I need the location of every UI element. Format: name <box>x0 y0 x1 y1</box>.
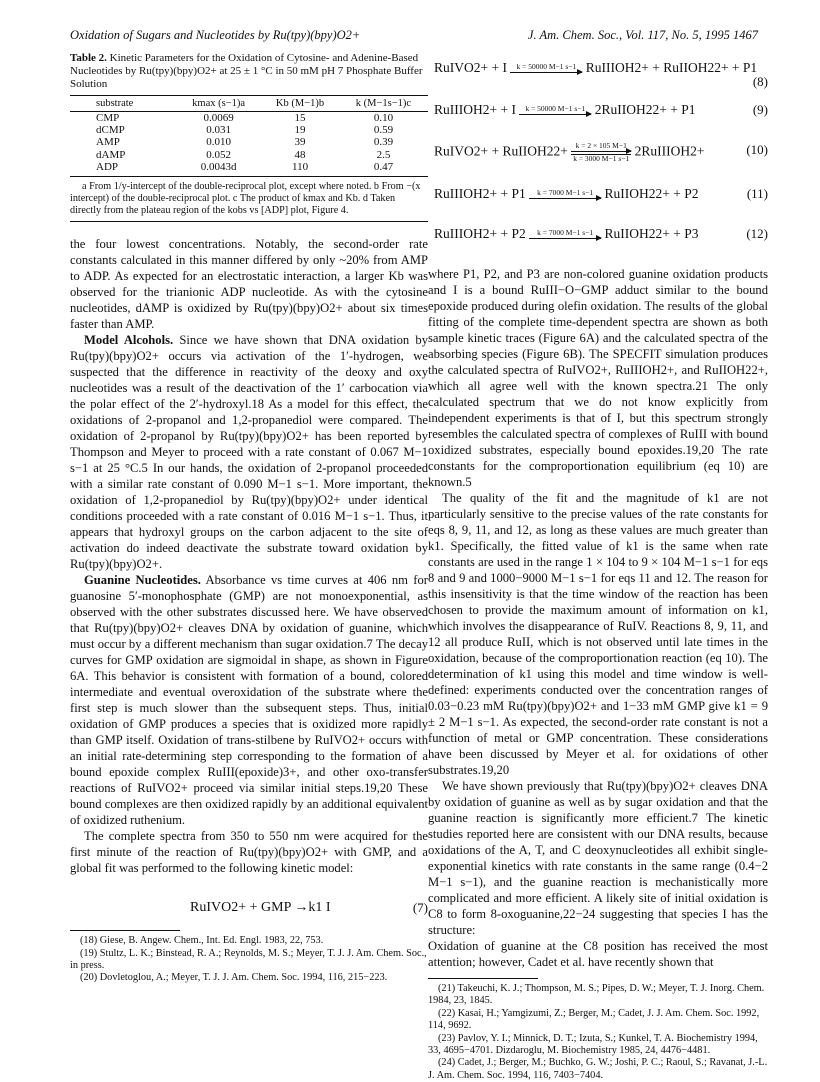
table-cell: 0.0069 <box>203 111 234 124</box>
paragraph-guanine-nucleotides <box>70 572 428 828</box>
equation-rhs: RuIIIOH2+ + RuIIOH22+ + P1 <box>585 60 758 75</box>
column-header: substrate <box>70 95 176 111</box>
paragraph: where P1, P2, and P3 are non-colored guanine oxidation products and I is a bound RuIII−O−GMP adduct similar to the bound epoxide produced during olefin oxidation. The results of the global fitting of the complete time-dependent spectra are shown as both sample kinetic traces (Figure 6A) and the calculated spectra of the absorbing species (Figure 6B). The SPECFIT simulation produces the calculated spectra of RuIVO2+, RuIIIOH2+, and RuIIOH22+, which all agree well with the known spectra.21 The only calculated spectrum that we do not know explicitly from independent experiments is that of I, but this spectrum strongly resembles the calculated spectra of complexes of RuIII with bound oxidized substrates, especially bound epoxides.19,20 The rate constants for the comproportionation equilibrium (eq 10) are known.5 <box>428 267 768 489</box>
table-cell: 0.031 <box>206 124 231 137</box>
column-header: k (M−1s−1)c <box>339 95 428 111</box>
references-divider <box>70 930 180 931</box>
equation-rhs: RuIIOH22+ + P2 <box>604 186 699 201</box>
table-cell: 0.052 <box>206 148 231 161</box>
table-caption-text: Kinetic Parameters for the Oxidation of Cytosine- and Adenine-Based Nucleotides by Ru(tpy)(bpy)O2+ at 25 ± 1 °C in 50 mM pH 7 Phosphate Buffer Solution <box>70 52 423 91</box>
equation-rhs: 2RuIIOH22+ + P1 <box>594 102 696 117</box>
equation-11 <box>428 178 768 210</box>
equation-lhs: RuIIIOH2+ + I <box>434 102 516 117</box>
reaction-arrow <box>510 63 582 74</box>
reference-item: (20) Dovletoglou, A.; Meyer, T. J. J. Am. Chem. Soc. 1994, 116, 215−223. <box>80 972 388 984</box>
table-cell: AMP <box>96 136 120 149</box>
table-cell: 15 <box>294 111 306 124</box>
paragraph: The complete spectra from 350 to 550 nm were acquired for the first minute of the reaction of Ru(tpy)(bpy)O2+ with GMP, and a global fit was performed to the following kinetic model: <box>70 829 428 876</box>
paragraph-text: Absorbance vs time curves at 406 nm for guanosine 5′-monophosphate (GMP) are not monoexponential, as observed with the other substrates discussed here. We have observed that Ru(tpy)(bpy)O2+ cleaves DNA by oxidation of guanine, which must occur by a different mechanism than sugar oxidation.7 The decay curves for GMP oxidation are sigmoidal in shape, as shown in Figure 6A. This behavior is consistent with formation of a bound, colored intermediate and eventual overoxidation of the substrate where the first step is much slower than the subsequent steps. Thus, initial oxidation of GMP produces a species that is oxidized more rapidly than GMP itself. Oxidation of trans-stilbene by RuIVO2+ occurs with an initial rate-determining step corresponding to the formation of a bound epoxide complex RuIII(epoxide)3+, and other oxo-transfer reactions of RuIVO2+ proceed via similar initial steps.19,20 These bound complexes are then oxidized rapidly by an additional equivalent of oxidized ruthenium. <box>70 573 428 828</box>
equation-number: (8) <box>752 74 768 89</box>
reverse-arrow-icon <box>571 154 631 155</box>
table-cell: ADP <box>70 161 176 176</box>
table-caption <box>70 52 428 92</box>
reaction-arrow <box>519 105 591 116</box>
table-row <box>70 136 428 148</box>
equation-12 <box>428 218 768 250</box>
section-run-in-head: Guanine Nucleotides. <box>84 573 201 588</box>
table-cell: 0.39 <box>373 136 394 149</box>
equation-rhs: 2RuIIIOH2+ <box>634 143 705 159</box>
column-header: Kb (M−1)b <box>261 95 339 111</box>
equation-9 <box>428 94 768 126</box>
references-divider <box>428 978 538 979</box>
table-cell: 0.59 <box>373 124 394 137</box>
table-cell: 2.5 <box>376 148 391 161</box>
table-cell: 39 <box>294 136 306 149</box>
equation-number: (11) <box>746 186 768 201</box>
paragraph-text: Since we have shown that DNA oxidation by Ru(tpy)(bpy)O2+ occurs via activation of the 1′-hydrogen, we suspected that the difference in reactivity of the deoxy and oxy nucleotides was a result of the deactivation of the 1′ carbocation via the polar effect of the 2′-hydroxyl.18 As a model for this effect, the oxidations of 2-propanol and 1,2-propanediol were compared. The oxidation of 2-propanol by Ru(tpy)(bpy)O2+ has been reported by Thompson and Meyer to proceed with a rate constant of 0.067 M−1 s−1 at 25 °C.5 In our hands, the oxidation of 2-propanol proceeded with a similar rate constant of 0.090 M−1 s−1. More important, the oxidation of 1,2-propanediol by Ru(tpy)(bpy)O2+ under identical conditions proceeded with a rate constant of 0.016 M−1 s−1. Thus, it appears that hydroxyl groups on the carbon adjacent to the site of activation do indeed deactivate the substrate toward oxidation by Ru(tpy)(bpy)O2+. <box>70 333 428 572</box>
paragraph: the four lowest concentrations. Notably, the second-order rate constants calculated in this manner differed by only ~20% from AMP to ADP. As expected for an electrostatic interaction, a larger Kb was observed for the trianionic ADP nucleotide. As with the cytosine nucleotides, dAMP is oxidized by Ru(tpy)(bpy)O2+ about six times faster than AMP. <box>70 237 428 332</box>
equation-number: (10) <box>746 142 768 157</box>
left-body-text <box>70 236 428 876</box>
column-header: kmax (s−1)a <box>176 95 261 111</box>
equation-7 <box>70 888 428 922</box>
reference-item: (23) Pavlov, Y. I.; Minnick, D. T.; Izuta, S.; Kunkel, T. A. Biochemistry 1994, 33, 4695−4701. Dizdaroglu, M. Biochemistry 1985, 24, 4476−4481. <box>428 1032 758 1057</box>
table-cell: 0.010 <box>206 136 231 149</box>
reference-item: (21) Takeuchi, K. J.; Thompson, M. S.; Pipes, D. W.; Meyer, T. J. Inorg. Chem. 1984, 23, 1845. <box>428 983 765 1007</box>
table-cell: 0.47 <box>339 161 428 176</box>
rate-constant-reverse: k = 3000 M−1 s−1 <box>573 154 630 163</box>
table-row <box>70 111 428 124</box>
running-header-journal: J. Am. Chem. Soc., Vol. 117, No. 5, 1995 1467 <box>527 28 758 42</box>
arrow-icon <box>519 114 591 115</box>
equation-lhs: RuIVO2+ + RuIIOH22+ <box>434 143 568 159</box>
equation-number: (12) <box>746 226 768 241</box>
equation-number: (7) <box>412 900 428 916</box>
reference-item: (19) Stultz, L. K.; Binstead, R. A.; Reynolds, M. S.; Meyer, T. J. J. Am. Chem. Soc., in press. <box>70 947 427 972</box>
reference-item: (24) Cadet, J.; Berger, M.; Buchko, G. W.; Joshi, P. C.; Raoul, S.; Ravanat, J.-L. J. Am. Chem. Soc. 1994, 116, 7403−7404. <box>428 1057 768 1081</box>
paragraph: We have shown previously that Ru(tpy)(bpy)O2+ cleaves DNA by oxidation of guanine as well as by sugar oxidation and that the guanine reaction is significantly more efficient.7 The kinetic studies reported here are consistent with our DNA results, because oxidations of the A, T, and C deoxynucleotides all exhibit single-exponential kinetics with rate constants in the same range (0.4−2 M−1 s−1), and the guanine reaction is mechanistically more complicated and more efficient. A likely site of initial oxidation is C8 to form 8-oxoguanine,22−24 suggesting that species I has the structure: <box>428 779 768 937</box>
reference-item: (18) Giese, B. Angew. Chem., Int. Ed. Engl. 1983, 22, 753. <box>80 935 324 947</box>
table-footnote: a From 1/y-intercept of the double-reciprocal plot, except where noted. b From −(x intercept) of the double-reciprocal plot. c The product of kmax and Kb. d Taken directly from the plateau region of the kobs vs [ADP] plot, Figure 4. <box>70 181 428 223</box>
table-label: Table 2. <box>70 52 107 64</box>
reaction-arrow <box>529 189 601 200</box>
kinetic-parameters-table <box>70 95 428 177</box>
equation-8 <box>428 52 768 89</box>
arrow-icon <box>529 238 601 239</box>
section-run-in-head: Model Alcohols. <box>84 333 174 348</box>
rate-constant: k = 50000 M−1 s−1 <box>525 104 586 114</box>
table-cell: 48 <box>294 148 306 161</box>
right-column <box>428 52 768 1082</box>
right-body-text <box>428 266 768 970</box>
rate-constant-forward: k = 2 × 105 M−1 <box>575 141 627 150</box>
table-row <box>70 149 428 161</box>
paragraph-model-alcohols <box>70 332 428 572</box>
equation-number: (9) <box>752 102 768 117</box>
running-header-title: Oxidation of Sugars and Nucleotides by Ru(tpy)(bpy)O2+ <box>70 28 361 42</box>
equation-rhs: RuIIOH22+ + P3 <box>604 226 699 241</box>
left-references <box>70 930 428 985</box>
reference-item: (22) Kasai, H.; Yamgizumi, Z.; Berger, M.; Cadet, J. J. Am. Chem. Soc. 1992, 114, 9692. <box>428 1007 760 1032</box>
paragraph: Oxidation of guanine at the C8 position has received the most attention; however, Cadet et al. have recently shown that <box>428 939 768 969</box>
table-cell: 0.10 <box>373 111 394 124</box>
table-cell: CMP <box>96 111 120 124</box>
arrow-icon <box>510 72 582 73</box>
rate-constant: k = 50000 M−1 s−1 <box>516 62 577 72</box>
table-header-row <box>70 95 428 111</box>
equation-lhs: RuIIIOH2+ + P2 <box>434 226 526 241</box>
arrow-icon <box>571 151 631 152</box>
equation-text: RuIVO2+ + GMP →k1 I <box>190 900 331 916</box>
equation-lhs: RuIIIOH2+ + P1 <box>434 186 526 201</box>
equation-10 <box>428 134 768 170</box>
equilibrium-arrow <box>571 142 631 163</box>
table-cell: 0.0043d <box>176 161 261 176</box>
paragraph: The quality of the fit and the magnitude of k1 are not particularly sensitive to the precise values of the rate constants for eqs 8, 9, 11, and 12, as long as these values are much greater than k1. Specifically, the fitted value of k1 is the same when rate constants are used in the range 1 × 104 to 9 × 104 M−1 s−1 for eqs 8 and 9 and 1000−9000 M−1 s−1 for eqs 11 and 12. The reason for this insensitivity is that the time window of the reaction has been chosen to provide the maximum amount of information on k1, which involves the disappearance of RuIV. Reactions 8, 9, 11, and 12 all produce RuII, which is not observed until late times in the oxidation, because of the comproportionation reaction (eq 10). The determination of k1 using this model and time window is well-defined: experiments conducted over the concentration ranges of 0.03−0.23 mM Ru(tpy)(bpy)O2+ and 1−33 mM GMP give k1 = 9 ± 2 M−1 s−1. As expected, the second-order rate constant is not a function of metal or GMP concentration. These considerations have been discussed by Meyer et al. for oxidations of other substrates.19,20 <box>428 491 768 777</box>
rate-constant: k = 7000 M−1 s−1 <box>537 228 594 238</box>
table-cell: 19 <box>294 124 306 137</box>
reaction-arrow <box>529 229 601 240</box>
arrow-icon <box>529 198 601 199</box>
table-row <box>70 124 428 136</box>
table-cell: 110 <box>261 161 339 176</box>
left-column <box>70 52 428 985</box>
rate-constant: k = 7000 M−1 s−1 <box>537 188 594 198</box>
table-cell: dCMP <box>96 124 125 137</box>
table-cell: dAMP <box>96 148 126 161</box>
table-row <box>70 161 428 176</box>
right-references <box>428 978 768 1082</box>
equation-lhs: RuIVO2+ + I <box>434 60 507 75</box>
